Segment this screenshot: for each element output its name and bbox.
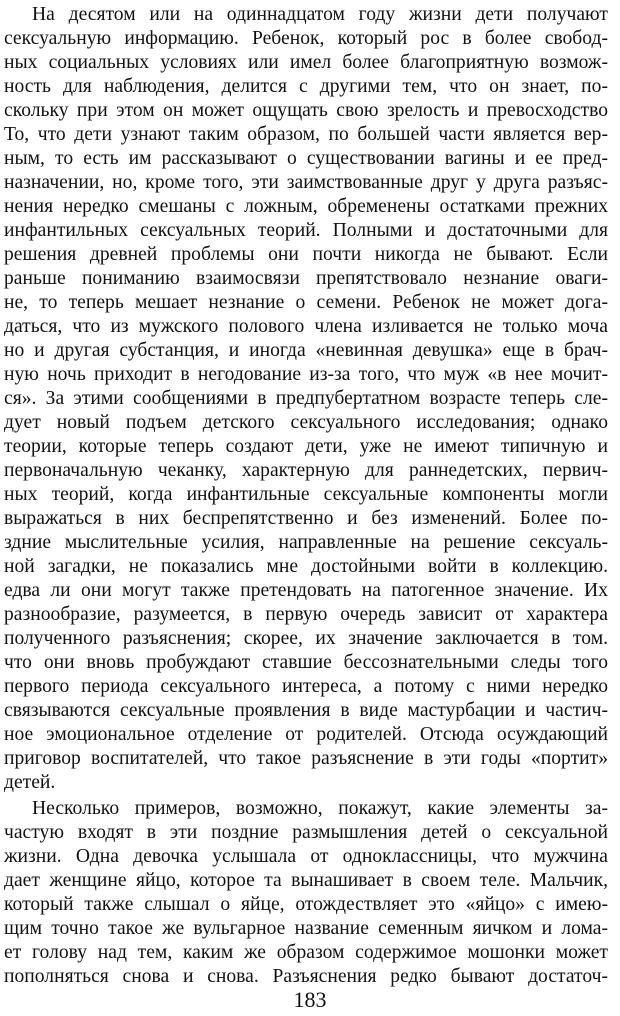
text-line: ность для наблюдения, делится с другими тем, что он знает, по- bbox=[4, 76, 608, 97]
text-line: частую входят в эти поздние размышления детей о сексуальной bbox=[4, 822, 608, 843]
text-line: дает женщине яйцо, которое та вынашивает в своем теле. Мальчик, bbox=[4, 870, 608, 891]
text-line: детей. bbox=[4, 772, 56, 793]
text-line: пополняться снова и снова. Разъяснения редко бывают достаточ- bbox=[4, 966, 608, 987]
text-line: ным, то есть им рассказывают о существовании вагины и ее пред- bbox=[4, 148, 608, 169]
text-line: ное эмоциональное отделение от родителей. Отсюда осуждающий bbox=[4, 724, 608, 745]
text-line: едва ли они могут также претендовать на патогенное значение. Их bbox=[4, 580, 608, 601]
text-line: не, то теперь мешает незнание о семени. Ребенок не может дога- bbox=[4, 292, 608, 313]
text-line: полученного разъяснения; скорее, их значение заключается в том. bbox=[4, 628, 608, 649]
text-line: что они вновь пробуждают ставшие бессознательными следы того bbox=[4, 652, 608, 673]
text-line: связываются сексуальные проявления в виде мастурбации и частич- bbox=[4, 700, 608, 721]
text-line: ной загадки, не показались мне достойными войти в коллекцию. bbox=[4, 556, 608, 577]
text-line: ных теорий, когда инфантильные сексуальные компоненты могли bbox=[4, 484, 608, 505]
text-line: нения нередко смешаны с ложным, обременены остатками прежних bbox=[4, 196, 608, 217]
text-line: первого периода сексуального интереса, а потому с ними нередко bbox=[4, 676, 608, 697]
text-line: раньше пониманию взаимосвязи препятствовало незнание оваги- bbox=[4, 268, 608, 289]
text-line: ных социальных условиях или имел более благоприятную возмож- bbox=[4, 52, 608, 73]
text-line: приговор воспитателей, что такое разъяснение в эти годы «портит» bbox=[4, 748, 608, 769]
text-line: назначении, но, кроме того, эти заимствованные друг у друга разъяс- bbox=[4, 172, 608, 193]
text-line: разнообразие, разумеется, в первую очередь зависит от характера bbox=[4, 604, 608, 625]
text-line: На десятом или на одиннадцатом году жизни дети получают bbox=[32, 4, 608, 25]
text-line: Несколько примеров, возможно, покажут, какие элементы за- bbox=[32, 798, 608, 819]
text-line: То, что дети узнают таким образом, по большей части является вер- bbox=[4, 124, 608, 145]
text-line: но и другая субстанция, и иногда «невинная девушка» еще в брач- bbox=[4, 340, 608, 361]
text-line: решения древней проблемы они почти никогда не бывают. Если bbox=[4, 244, 608, 265]
text-line: выражаться в них беспрепятственно и без изменений. Более по- bbox=[4, 508, 608, 529]
text-line: ся». За этими сообщениями в предпубертатном возрасте теперь сле- bbox=[4, 388, 608, 409]
page-number: 183 bbox=[293, 987, 327, 1012]
text-line: жизни. Одна девочка услышала от одноклассницы, что мужчина bbox=[4, 846, 608, 867]
text-line: щим точно такое же вульгарное название семенным яичком и лома- bbox=[4, 918, 608, 939]
text-line: теории, которые теперь создают дети, уже не имеют типичную и bbox=[4, 436, 608, 457]
text-line: скольку при этом он может ощущать свою зрелость и превосходство bbox=[4, 100, 608, 121]
text-line: первоначальную чеканку, характерную для раннедетских, первич- bbox=[4, 460, 608, 481]
text-line: даться, что из мужского полового члена изливается не только моча bbox=[4, 316, 608, 337]
text-line: инфантильных сексуальных теорий. Полными и достаточными для bbox=[4, 220, 608, 241]
text-line: сексуальную информацию. Ребенок, который рос в более свобод- bbox=[4, 28, 608, 49]
text-line: здние мыслительные усилия, направленные на решение сексуаль- bbox=[4, 532, 608, 553]
text-line: который также слышал о яйце, отождествляет это «яйцо» с имею- bbox=[4, 894, 608, 915]
text-line: ную ночь приходит в негодование из-за того, что муж «в нее мочит- bbox=[4, 364, 608, 385]
text-line: дует новый подъем детского сексуального исследования; однако bbox=[4, 412, 608, 433]
text-line: ет голову над тем, каким же образом содержимое мошонки может bbox=[4, 942, 608, 963]
